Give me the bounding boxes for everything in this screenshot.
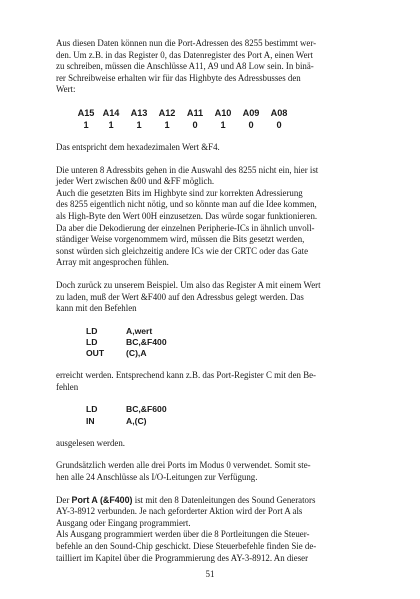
- code-operand: BC,&F400: [126, 336, 167, 347]
- bit-header: A08: [270, 107, 288, 118]
- address-bit-table: [75, 107, 386, 131]
- code-opcode: OUT: [86, 348, 105, 359]
- paragraph: erreicht werden. Entsprechend kann z.B. das Port-Register C mit den Be- fehlen: [56, 370, 317, 392]
- code-opcode: LD: [86, 404, 98, 415]
- bit-value: 1: [164, 119, 170, 130]
- bit-header: A15: [77, 107, 95, 118]
- paragraph: Das entspricht dem hexadezimalen Wert &F4.: [56, 141, 220, 152]
- code-opcode: LD: [86, 336, 98, 347]
- code-line: [86, 404, 386, 415]
- bit-value: 0: [192, 119, 198, 130]
- code-operand: BC,&F600: [126, 404, 167, 415]
- code-line: [86, 326, 386, 337]
- code-line: [86, 337, 386, 348]
- paragraph: ausgelesen werden.: [56, 437, 125, 448]
- paragraph: Die unteren 8 Adressbits gehen in die Auswahl des 8255 nicht ein, hier ist jeder Wert zwischen &00 und &FF möglich. Auch die gesetzten Bits im Highbyte sind zur korrekten Adressierung des 8255 eigentlich nicht nötig, und so könnte man auf die Idee kommen, als High-Byte den Wert 00H einzusetzen. Das würde sogar funktionieren. Da aber die Dekodierung der einzelnen Peripherie-ICs in ähnlich unvoll- ständiger Weise vorgenommem wird, müssen die Bits gesetzt werden, sonst würden sich gleichzeitig andere ICs wie der CRTC oder das Gate Array mit angesprochen fühlen.: [56, 164, 319, 268]
- bit-header: A14: [102, 107, 120, 118]
- code-opcode: LD: [86, 325, 98, 336]
- bit-header: A13: [130, 107, 148, 118]
- paragraph: Grundsätzlich werden alle drei Ports im Modus 0 verwendet. Somit ste- hen alle 24 Anschlüsse als I/O-Leitungen zur Verfügung.: [56, 460, 311, 482]
- code-line: [86, 416, 386, 427]
- bit-value: 0: [248, 119, 254, 130]
- paragraph: Der Port A (&F400) ist mit den 8 Datenleitungen des Sound Generators AY-3-8912 verbunden. Je nach geforderter Aktion wird der Port A als Ausgang oder Eingang programmiert. Als Ausgang programmiert werden über die 8 Portleitungen die Steuer- befehle an den Sound-Chip geschickt. Diese Steuerbefehle finden Sie de- tailliert im Kapitel über die Programmierung des AY-3-8912. An dieser: [56, 494, 317, 563]
- bit-value: 1: [83, 119, 89, 130]
- bit-header: A09: [242, 107, 260, 118]
- bit-header: A11: [186, 107, 204, 118]
- code-line: [86, 348, 386, 359]
- bit-header: A10: [214, 107, 232, 118]
- port-a-term: Port A (&F400): [71, 494, 133, 505]
- bit-header-row: [75, 107, 386, 119]
- code-operand: A,wert: [126, 325, 153, 336]
- paragraph: Doch zurück zu unserem Beispiel. Um also das Register A mit einem Wert zu laden, muß der Wert &F400 auf den Adressbus gelegt werden. Das kann mit den Befehlen: [56, 279, 321, 314]
- code-operand: (C),A: [126, 348, 147, 359]
- code-operand: A,(C): [126, 415, 147, 426]
- paragraph: Aus diesen Daten können nun die Port-Adressen des 8255 bestimmt wer- den. Um z.B. in das Register 0, das Datenregister des Port A, einen Wert zu schreiben, müssen die Anschlüsse A11, A9 und A8 Low sein. In binä- rer Schreibweise erhalten wir für das Highbyte des Adressbusses den Wert:: [56, 38, 317, 95]
- bit-value: 0: [276, 119, 282, 130]
- bit-value: 1: [136, 119, 142, 130]
- page-content: [56, 38, 386, 564]
- page-number: 51: [205, 569, 215, 579]
- bit-value-row: [75, 119, 386, 131]
- bit-value: 1: [108, 119, 114, 130]
- code-block: [86, 326, 386, 360]
- code-block: [86, 404, 386, 426]
- bit-value: 1: [220, 119, 226, 130]
- bit-header: A12: [158, 107, 176, 118]
- code-opcode: IN: [86, 415, 95, 426]
